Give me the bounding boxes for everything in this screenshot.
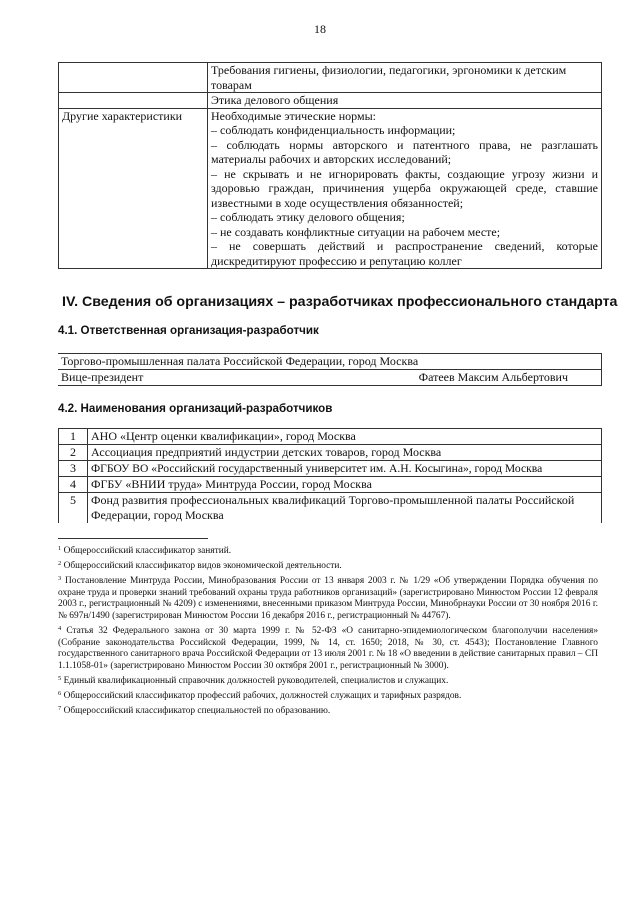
norm-item: – соблюдать этику делового общения;	[211, 210, 405, 224]
footnote	[58, 688, 598, 703]
responsible-person: Фатеев Максим Альбертович	[418, 370, 568, 384]
footnote-separator	[58, 538, 208, 539]
table-row	[59, 93, 602, 109]
other-characteristics-label: Другие характеристики	[59, 108, 208, 269]
responsible-signatory-row	[58, 370, 602, 386]
responsible-heading: 4.1. Ответственная организация-разработчик	[58, 324, 319, 337]
organization-name: ФГБУ «ВНИИ труда» Минтруда России, город Москва	[88, 477, 602, 493]
section-title: IV. Сведения об организациях – разработчиках профессионального стандарта	[62, 294, 618, 310]
table-row	[59, 429, 602, 445]
footnote-mark: 3	[58, 575, 62, 583]
row-number: 2	[59, 445, 88, 461]
footnote-mark: 5	[58, 674, 62, 682]
organization-name: ФГБОУ ВО «Российский государственный университет им. А.Н. Косыгина», город Москва	[88, 461, 602, 477]
table-cell: Этика делового общения	[208, 93, 602, 109]
footnote-mark: 6	[58, 690, 62, 698]
footnote-text: Постановление Минтруда России, Минобразования России от 13 января 2003 г. № 1/29 «Об утверждении Порядка обучения по охране труда и проверки знаний требований охраны труда работников организаций» (зарегистрировано Минюстом России 12 февраля 2003 г., регистрационный № 4209) с изменениями, внесенными приказом Минтруда России, Минобрнауки России от 30 ноября 2016 г. № 697н/1490 (зарегистрирован Минюстом России 16 декабря 2016 г., регистрационный № 44767).	[58, 576, 598, 621]
responsible-organization-block	[58, 353, 602, 386]
row-number: 3	[59, 461, 88, 477]
page-number: 18	[314, 22, 326, 36]
norm-item: – соблюдать конфиденциальность информации;	[211, 123, 456, 137]
table-row	[59, 477, 602, 493]
responsible-position: Вице-президент	[61, 370, 144, 384]
row-number: 1	[59, 429, 88, 445]
row-number: 4	[59, 477, 88, 493]
footnote-text: Общероссийский классификатор видов экономической деятельности.	[63, 561, 342, 572]
footnote-mark: 4	[58, 625, 62, 633]
organization-name: Ассоциация предприятий индустрии детских товаров, город Москва	[88, 445, 602, 461]
developers-heading: 4.2. Наименования организаций-разработчиков	[58, 402, 333, 415]
organization-name: Фонд развития профессиональных квалификаций Торгово-промышленной палаты Российской Федерации, город Москва	[88, 493, 602, 524]
footnote-text: Общероссийский классификатор занятий.	[63, 546, 232, 556]
footnotes	[58, 543, 598, 718]
footnote-text: Общероссийский классификатор профессий рабочих, должностей служащих и тарифных разрядов.	[63, 691, 462, 702]
footnote	[58, 673, 598, 688]
table-row	[59, 445, 602, 461]
table-row	[59, 63, 602, 93]
table-row	[59, 493, 602, 524]
developers-table	[58, 428, 602, 523]
footnote	[58, 703, 598, 718]
footnote-text: Статья 32 Федерального закона от 30 марта 1999 г. № 52-ФЗ «О санитарно-эпидемиологическом благополучии населения» (Собрание законодательства Российской Федерации, 1999, № 14, ст. 1650; 2018, № 30, ст. 4543); Постановление Главного государственного санитарного врача Российской Федерации от 13 июля 2001 г. № 18 «О введении в действие санитарных правил – СП 1.1.1058-01» (зарегистрировано Минюстом России 30 октября 2001 г., регистрационный № 3000).	[58, 626, 599, 671]
footnote-text: Единый квалификационный справочник должностей руководителей, специалистов и служащих.	[63, 675, 449, 686]
responsible-organization: Торгово-промышленная палата Российской Федерации, город Москва	[58, 353, 602, 370]
ethical-norms-cell	[208, 108, 602, 269]
norm-item: – не создавать конфликтные ситуации на рабочем месте;	[211, 224, 501, 239]
footnote	[58, 543, 598, 558]
footnote-mark: 7	[58, 705, 62, 713]
row-number: 5	[59, 493, 88, 524]
norm-item: – не скрывать и не игнорировать факты, создающие угрозу жизни и здоровью граждан, причинения ущерба окружающей среде, ставшие известными в ходе осуществления обязанностей;	[211, 166, 598, 210]
table-cell: Требования гигиены, физиологии, педагогики, эргономики к детским товарам	[208, 63, 602, 93]
table-row	[59, 461, 602, 477]
footnote	[58, 558, 598, 573]
organization-name: АНО «Центр оценки квалификации», город Москва	[88, 429, 602, 445]
footnote	[58, 623, 598, 672]
table-cell-empty	[59, 63, 208, 93]
footnote-mark: 2	[58, 560, 62, 568]
norm-item: – не совершать действий и распространение сведений, которые дискредитируют профессию и репутацию коллег	[211, 239, 598, 268]
footnote-mark: 1	[58, 545, 62, 552]
footnote-text: Общероссийский классификатор специальностей по образованию.	[63, 706, 331, 717]
table-row	[59, 108, 602, 269]
norms-intro: Необходимые этические нормы:	[211, 108, 376, 123]
characteristics-table	[58, 62, 602, 269]
table-cell-empty	[59, 93, 208, 109]
norm-item: – соблюдать нормы авторского и патентного права, не разглашать материалы рабочих и авторских исследований;	[211, 137, 598, 166]
footnote	[58, 573, 598, 622]
